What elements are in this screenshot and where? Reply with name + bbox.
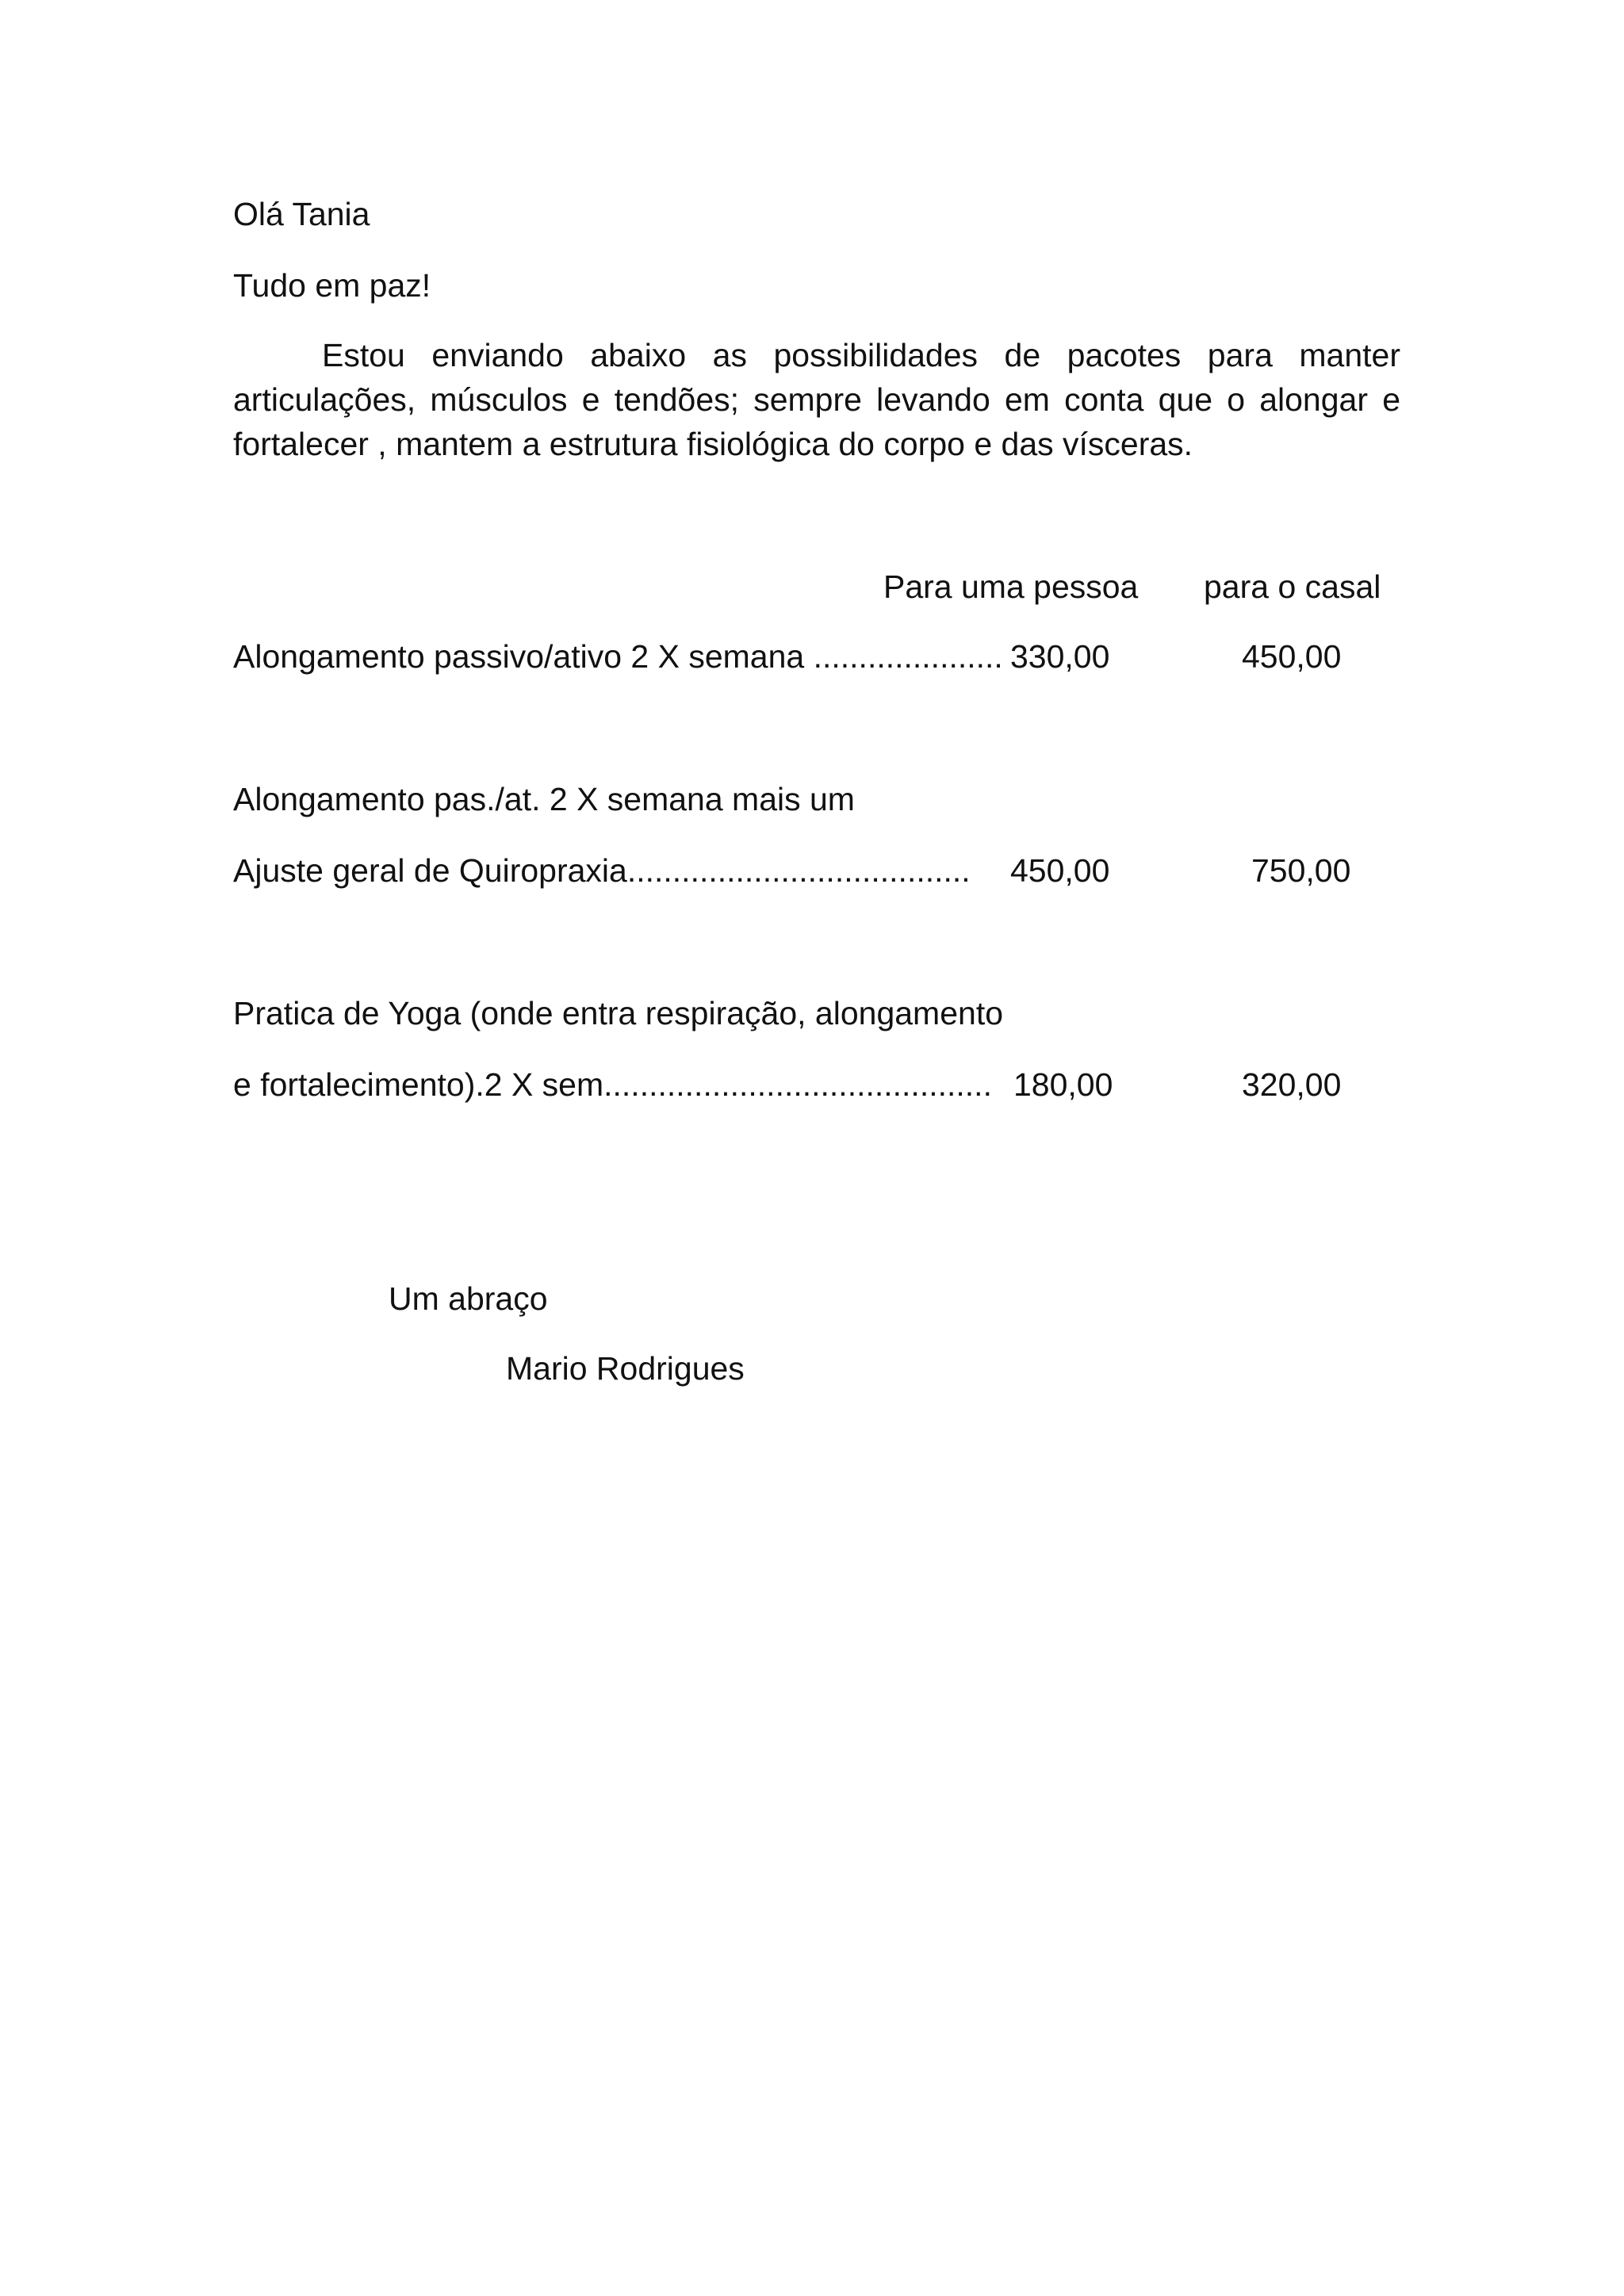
header-casal: para o casal [1204,568,1381,605]
package-2-description-line-1: Alongamento pas./at. 2 X semana mais um [233,781,855,817]
closing: Um abraço [389,1280,548,1317]
package-3-description-line-2: e fortalecimento).2 X sem........................................... [233,1066,992,1103]
package-1-price-casal: 450,00 [1242,638,1342,675]
intro-paragraph: Estou enviando abaixo as possibilidades de pacotes para manter articulações, músculos e tendões; sempre levando em conta que o alongar e fortalecer , mantem a estrutura fisiológica do corpo e das vísceras. [233,337,1400,462]
package-3-price-casal: 320,00 [1242,1066,1342,1103]
package-3-description-line-1: Pratica de Yoga (onde entra respiração, alongamento [233,995,1004,1031]
package-3-price-pessoa: 180,00 [1013,1066,1113,1103]
signature: Mario Rodrigues [506,1350,745,1387]
package-2-description-line-2: Ajuste geral de Quiropraxia...................................... [233,852,971,889]
salutation: Tudo em paz! [233,267,431,304]
package-2-price-pessoa: 450,00 [1010,852,1110,889]
package-1-price-pessoa: 330,00 [1010,638,1110,675]
greeting: Olá Tania [233,196,370,232]
package-1-description: Alongamento passivo/ativo 2 X semana ..................... [233,638,1003,675]
package-2-price-casal: 750,00 [1251,852,1351,889]
header-pessoa: Para uma pessoa [883,568,1139,605]
